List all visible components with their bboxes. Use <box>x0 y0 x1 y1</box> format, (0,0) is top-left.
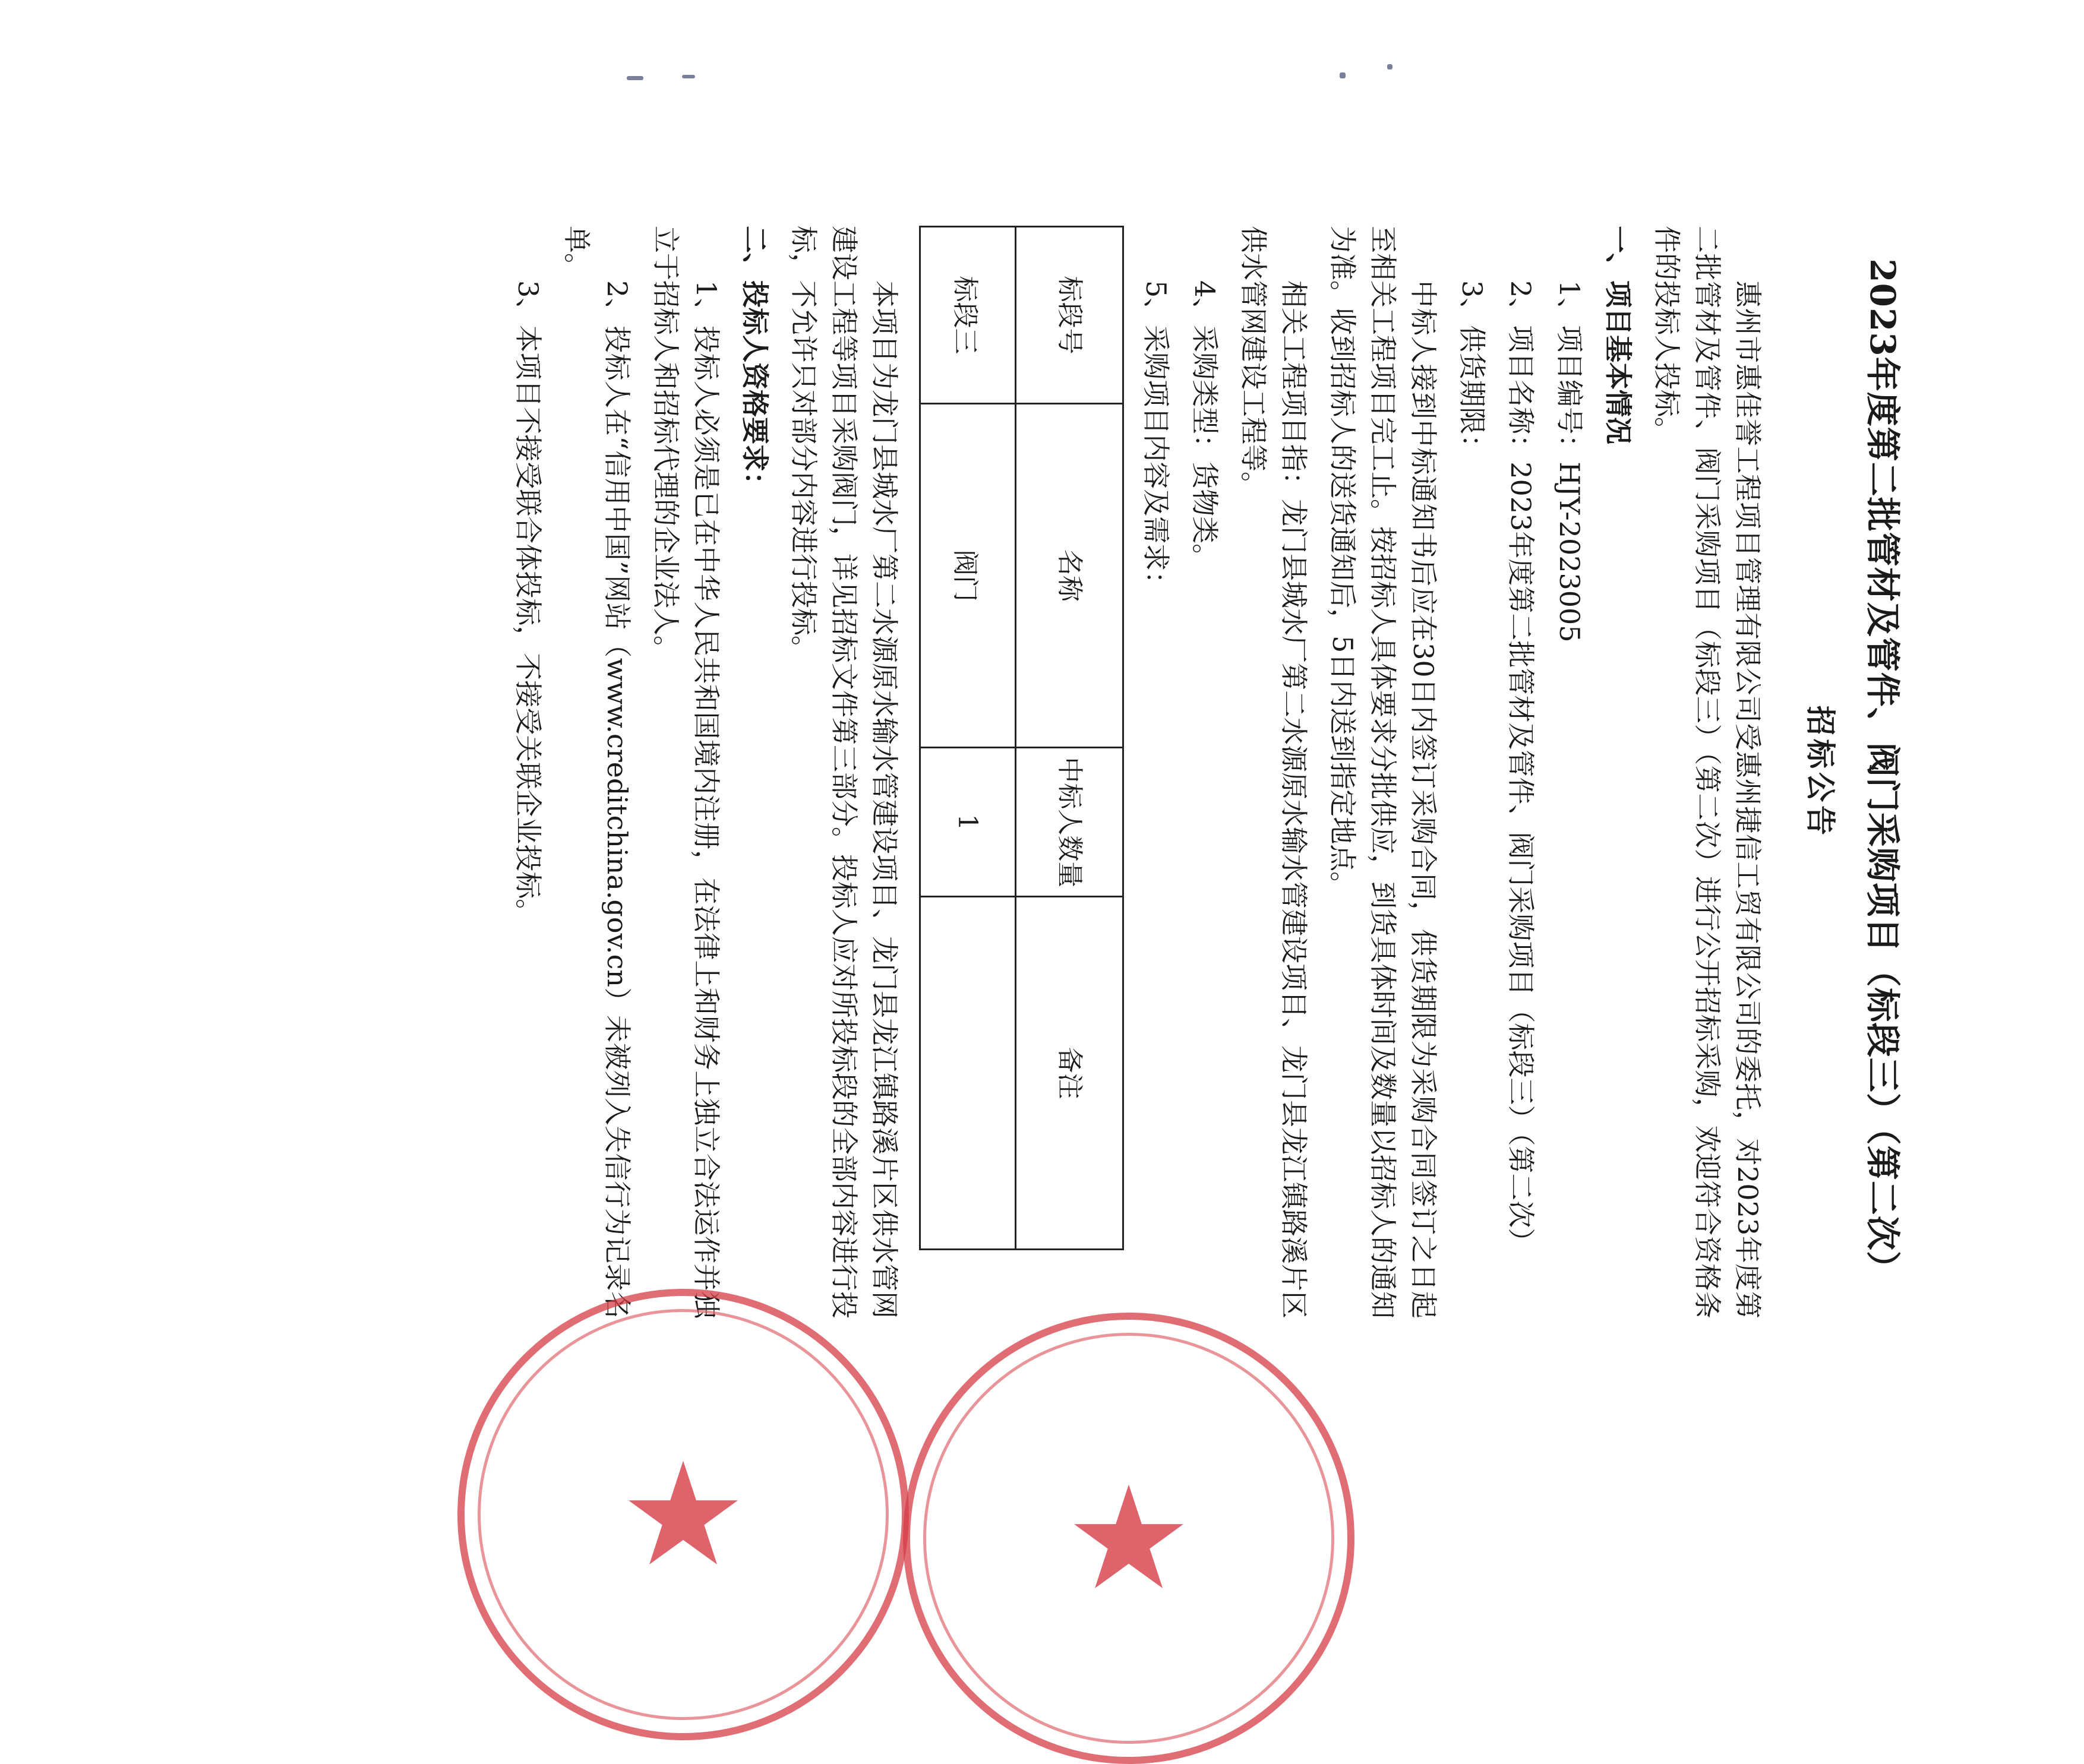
requirement-3: 3、本项目不接受联合体投标，不接受关联企业投标。 <box>511 280 544 927</box>
table-cell: 1 <box>920 748 1015 897</box>
table-header: 中标人数量 <box>1015 748 1123 897</box>
item-project-name: 2、项目名称：2023年度第二批管材及管件、阀门采购项目（标段三）（第二次） <box>1504 280 1537 1256</box>
table-cell: 阀门 <box>920 403 1015 748</box>
scan-speck <box>627 76 643 80</box>
section-heading-qualifications: 二、投标人资格要求： <box>738 226 771 499</box>
table-cell: 标段三 <box>920 227 1015 404</box>
item-delivery-period: 3、供货期限： <box>1455 280 1488 462</box>
star-icon: ★ <box>1065 1455 1193 1621</box>
scan-speck <box>1387 64 1393 69</box>
intro-paragraph: 惠州市惠佳誉工程项目管理有限公司受惠州捷信工贸有限公司的委托，对2023年度第二批管材及管件、阀门采购项目（标段三）（第二次）进行公开招标采购，欢迎符合资格条件的投标人投标。 <box>1650 226 1764 1319</box>
requirement-1: 1、投标人必须是已在中华人民共和国境内注册，在法律上和财务上独立合法运作并独立于招标人和招标代理的企业法人。 <box>649 226 722 1319</box>
requirement-2: 2、投标人在“信用中国”网站（www.creditchina.gov.cn）未被列入失信行为记录名单。 <box>560 226 633 1319</box>
client-seal-stamp <box>903 1313 1354 1764</box>
item-project-number: 1、项目编号：HJY-2023005 <box>1553 280 1586 643</box>
document-title: 2023年度第二批管材及管件、阀门采购项目（标段三）（第二次） <box>1862 258 1903 1286</box>
procurement-content-detail: 本项目为龙门县城水厂第二水源原水输水管建设项目、龙门县龙江镇路溪片区供水管网建设工程等项目采购阀门，详见招标文件第三部分。投标人应对所投标段的全部内容进行投标，不允许只对部分内容进行投标。 <box>787 226 901 1319</box>
table-header-row <box>1015 227 1123 1250</box>
item-procurement-content: 5、采购项目内容及需求： <box>1139 280 1172 599</box>
lot-table <box>919 226 1124 1250</box>
agency-seal-stamp <box>457 1289 909 1740</box>
star-icon: ★ <box>619 1431 747 1598</box>
related-projects: 相关工程项目指：龙门县城水厂第二水源原水输水管建设项目、龙门县龙江镇路溪片区供水管网建设工程等。 <box>1237 226 1310 1319</box>
document-subtitle: 招标公告 <box>1802 706 1838 839</box>
item-procurement-type: 4、采购类型：货物类。 <box>1188 280 1221 571</box>
scan-speck <box>682 75 695 78</box>
table-header: 名称 <box>1015 403 1123 748</box>
table-row <box>920 227 1015 1250</box>
table-header: 标段号 <box>1015 227 1123 404</box>
delivery-period-detail: 中标人接到中标通知书后应在30日内签订采购合同，供货期限为采购合同签订之日起至相关工程项目完工止。按招标人具体要求分批供应，到货具体时间及数量以招标人的通知为准。收到招标人的送货通知后，5日内送到指定地点。 <box>1326 226 1439 1319</box>
table-cell <box>920 897 1015 1250</box>
section-heading-basic-info: 一、项目基本情况 <box>1602 226 1634 444</box>
table-header: 备注 <box>1015 897 1123 1250</box>
scan-speck <box>1340 72 1346 78</box>
